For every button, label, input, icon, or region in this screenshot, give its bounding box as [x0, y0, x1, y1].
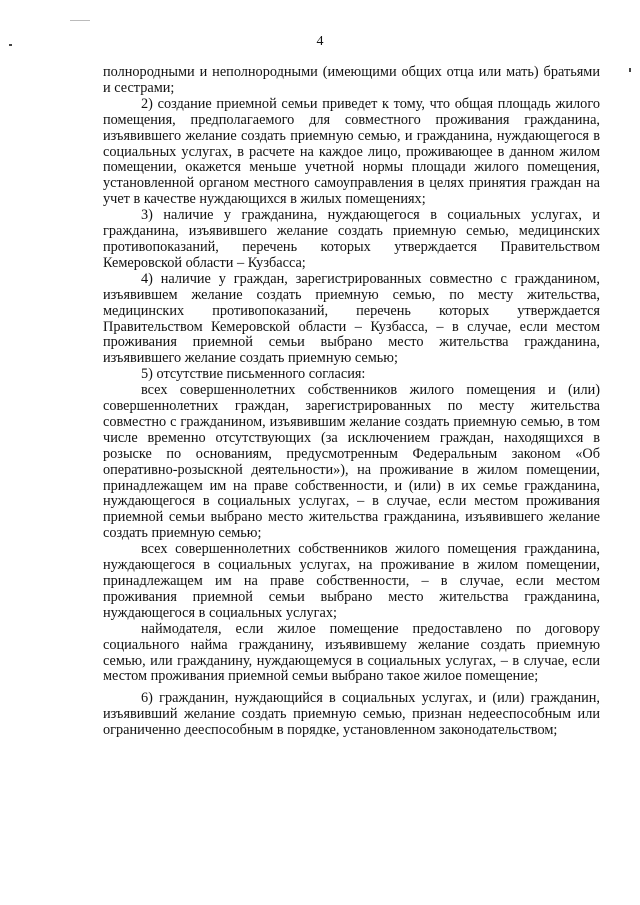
document-body	[103, 65, 600, 739]
paragraph-continuation: полнородными и неполнородными (имеющими общих отца или мать) братьями и сестрами;	[103, 64, 600, 96]
paragraph-item-6: 6) гражданин, нуждающийся в социальных услугах, и (или) гражданин, изъявивший желание создать приемную семью, признан недееспособным или ограниченно дееспособным в порядке, установленном законодательством;	[103, 690, 600, 739]
paragraph-item-5: 5) отсутствие письменного согласия:	[141, 366, 366, 383]
paragraph-item-3: 3) наличие у гражданина, нуждающегося в социальных услугах, и гражданина, изъявившего желание создать приемную семью, медицинских противопоказаний, перечень которых утверждается Правительством Кемеровской области – Кузбасса;	[103, 207, 600, 271]
paragraph-item-5-owners: всех совершеннолетних собственников жилого помещения и (или) совершеннолетних граждан, зарегистрированных по месту жительства совместно с гражданином, изъявившим желание создать приемную семью, в том числе временно отсутствующих (за исключением граждан, находящихся в розыске по основаниям, предусмотренным Федеральным законом «Об оперативно-розыскной деятельности»), на проживание в жилом помещении, принадлежащем им на праве собственности, и (или) в их семье гражданина, нуждающегося в социальных услугах, – в случае, если местом проживания приемной семьи выбрано место жительства гражданина, изъявившего желание создать приемную семью;	[103, 382, 600, 542]
scan-speck	[629, 68, 631, 72]
page-number: 4	[316, 34, 324, 49]
paragraph-item-5-landlord: наймодателя, если жилое помещение предоставлено по договору социального найма гражданину, изъявившему желание создать приемную семью, или гражданину, нуждающемуся в социальных услугах, – в случае, если местом проживания приемной семьи выбрано такое жилое помещение;	[103, 620, 600, 685]
scan-speck	[9, 44, 12, 46]
scan-speck	[70, 20, 90, 21]
paragraph-item-5-recipient-owners: всех совершеннолетних собственников жилого помещения гражданина, нуждающегося в социальных услугах, на проживание в жилом помещении, принадлежащем им на праве собственности, – в случае, если местом проживания приемной семьи выбрано место жительства гражданина, нуждающегося в социальных услугах;	[103, 541, 600, 621]
paragraph-item-4: 4) наличие у граждан, зарегистрированных совместно с гражданином, изъявившем желание создать приемную семью, по месту жительства, медицинских противопоказаний, перечень которых утверждается Правительством Кемеровской области – Кузбасса, – в случае, если местом проживания приемной семьи выбрано место жительства гражданина, изъявившего желание создать приемную семью;	[103, 270, 600, 367]
paragraph-item-2: 2) создание приемной семьи приведет к тому, что общая площадь жилого помещения, предполагаемого для совместного проживания гражданина, изъявившего желание создать приемную семью, и гражданина, нуждающегося в социальных услугах, в расчете на каждое лицо, проживающее в данном жилом помещении, окажется меньше учетной нормы площади жилого помещения, установленной органом местного самоуправления в целях принятия граждан на учет в качестве нуждающихся в жилых помещениях;	[103, 95, 600, 208]
